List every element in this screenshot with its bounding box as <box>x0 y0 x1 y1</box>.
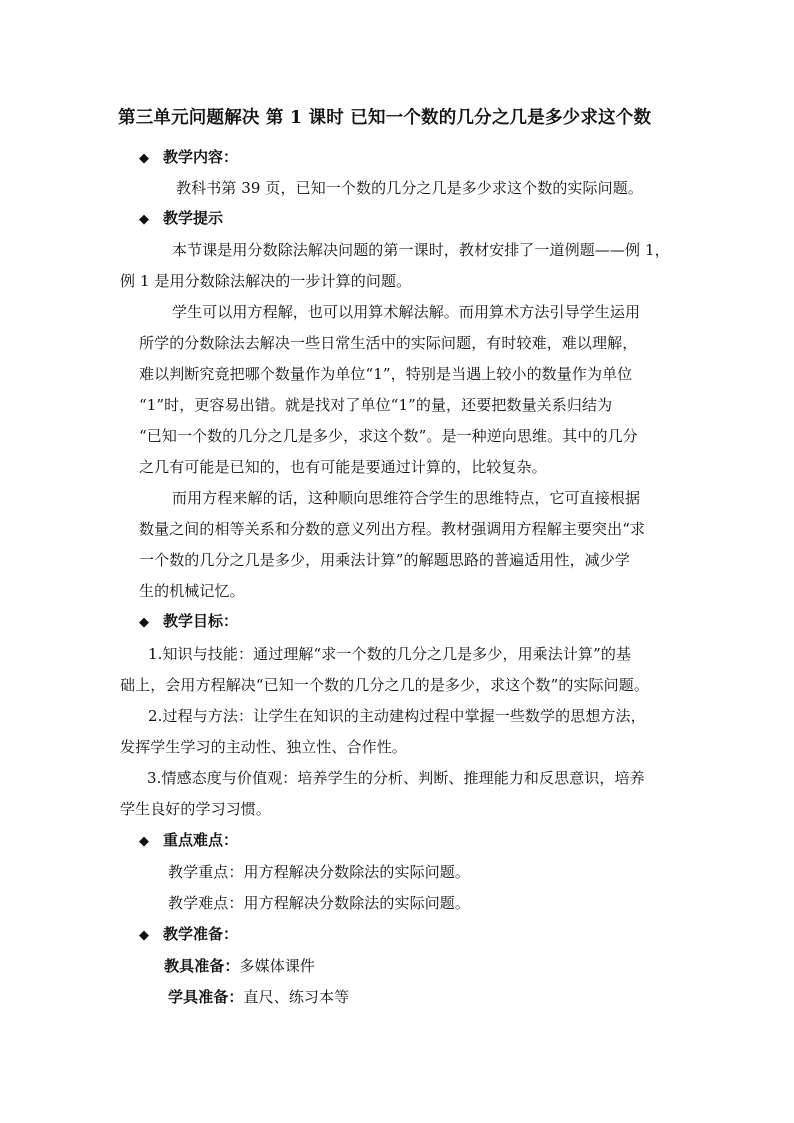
key-focus-line: 教学重点：用方程解决分数除法的实际问题。 <box>168 863 471 881</box>
prep-student-label: 学具准备： <box>168 988 244 1006</box>
paragraph-line: 一个数的几分之几是多少，用乘法计算”的解题思路的普遍适用性，减少学 <box>139 551 630 569</box>
diamond-bullet-icon: ◆ <box>139 834 149 849</box>
paragraph-line: 而用方程来解的话，这种顺向思维符合学生的思维特点，它可直接根据 <box>172 489 641 507</box>
diamond-bullet-icon: ◆ <box>139 151 149 166</box>
section-heading-label: 教学准备： <box>163 925 239 943</box>
goal-line: 础上，会用方程解决“已知一个数的几分之几的是多少，求这个数”的实际问题。 <box>120 676 649 694</box>
section-heading-prep <box>139 923 238 944</box>
paragraph-line: 本节课是用分数除法解决问题的第一课时，教材安排了一道例题——例 1， <box>172 241 670 259</box>
paragraph-line: “已知一个数的几分之几是多少，求这个数”。是一种逆向思维。其中的几分 <box>139 427 638 445</box>
section-heading-hints <box>139 207 223 228</box>
section-heading-key <box>139 829 238 850</box>
section-heading-label: 重点难点： <box>163 831 239 849</box>
key-difficulty-line: 教学难点：用方程解决分数除法的实际问题。 <box>168 894 471 912</box>
diamond-bullet-icon: ◆ <box>139 212 149 227</box>
paragraph-line: 之几有可能是已知的，也有可能是要通过计算的，比较复杂。 <box>139 458 547 476</box>
prep-student-value: 直尺、练习本等 <box>243 988 350 1006</box>
section-heading-label: 教学提示 <box>163 209 224 227</box>
content-text: 教科书第 39 页，已知一个数的几分之几是多少求这个数的实际问题。 <box>176 179 643 197</box>
section-heading-content <box>139 146 238 167</box>
paragraph-line: 所学的分数除法去解决一些日常生活中的实际问题，有时较难，难以理解， <box>139 334 638 352</box>
prep-student-line <box>168 986 349 1007</box>
diamond-bullet-icon: ◆ <box>139 928 149 943</box>
prep-teacher-label: 教具准备： <box>164 957 240 975</box>
lesson-title: 第三单元问题解决 第 1 课时 已知一个数的几分之几是多少求这个数 <box>118 108 652 128</box>
goal-line: 1.知识与技能：通过理解“求一个数的几分之几是多少，用乘法计算”的基 <box>148 645 632 663</box>
goal-line: 发挥学生学习的主动性、独立性、合作性。 <box>120 738 407 756</box>
paragraph-line: 数量之间的相等关系和分数的意义列出方程。教材强调用方程解主要突出“求 <box>139 520 646 538</box>
section-heading-label: 教学内容： <box>163 148 239 166</box>
paragraph-line: 生的机械记忆。 <box>139 582 245 600</box>
diamond-bullet-icon: ◆ <box>139 615 149 630</box>
paragraph-line: 难以判断究竟把哪个数量作为单位“1”，特别是当遇上较小的数量作为单位 <box>139 365 633 383</box>
goal-line: 学生良好的学习习惯。 <box>120 800 272 818</box>
goal-line: 3.情感态度与价值观：培养学生的分析、判断、推理能力和反思意识，培养 <box>147 769 645 787</box>
prep-teacher-line <box>164 955 315 976</box>
prep-teacher-value: 多媒体课件 <box>239 957 316 975</box>
goal-line: 2.过程与方法：让学生在知识的主动建构过程中掌握一些数学的思想方法， <box>148 707 646 725</box>
section-heading-label: 教学目标： <box>163 612 239 630</box>
paragraph-line: “1”时，更容易出错。就是找对了单位“1”的量，还要把数量关系归结为 <box>139 396 613 414</box>
paragraph-line: 学生可以用方程解，也可以用算术解法解。而用算术方法引导学生运用 <box>172 303 641 321</box>
paragraph-line: 例 1 是用分数除法解决的一步计算的问题。 <box>120 272 412 290</box>
section-heading-goals <box>139 610 238 631</box>
